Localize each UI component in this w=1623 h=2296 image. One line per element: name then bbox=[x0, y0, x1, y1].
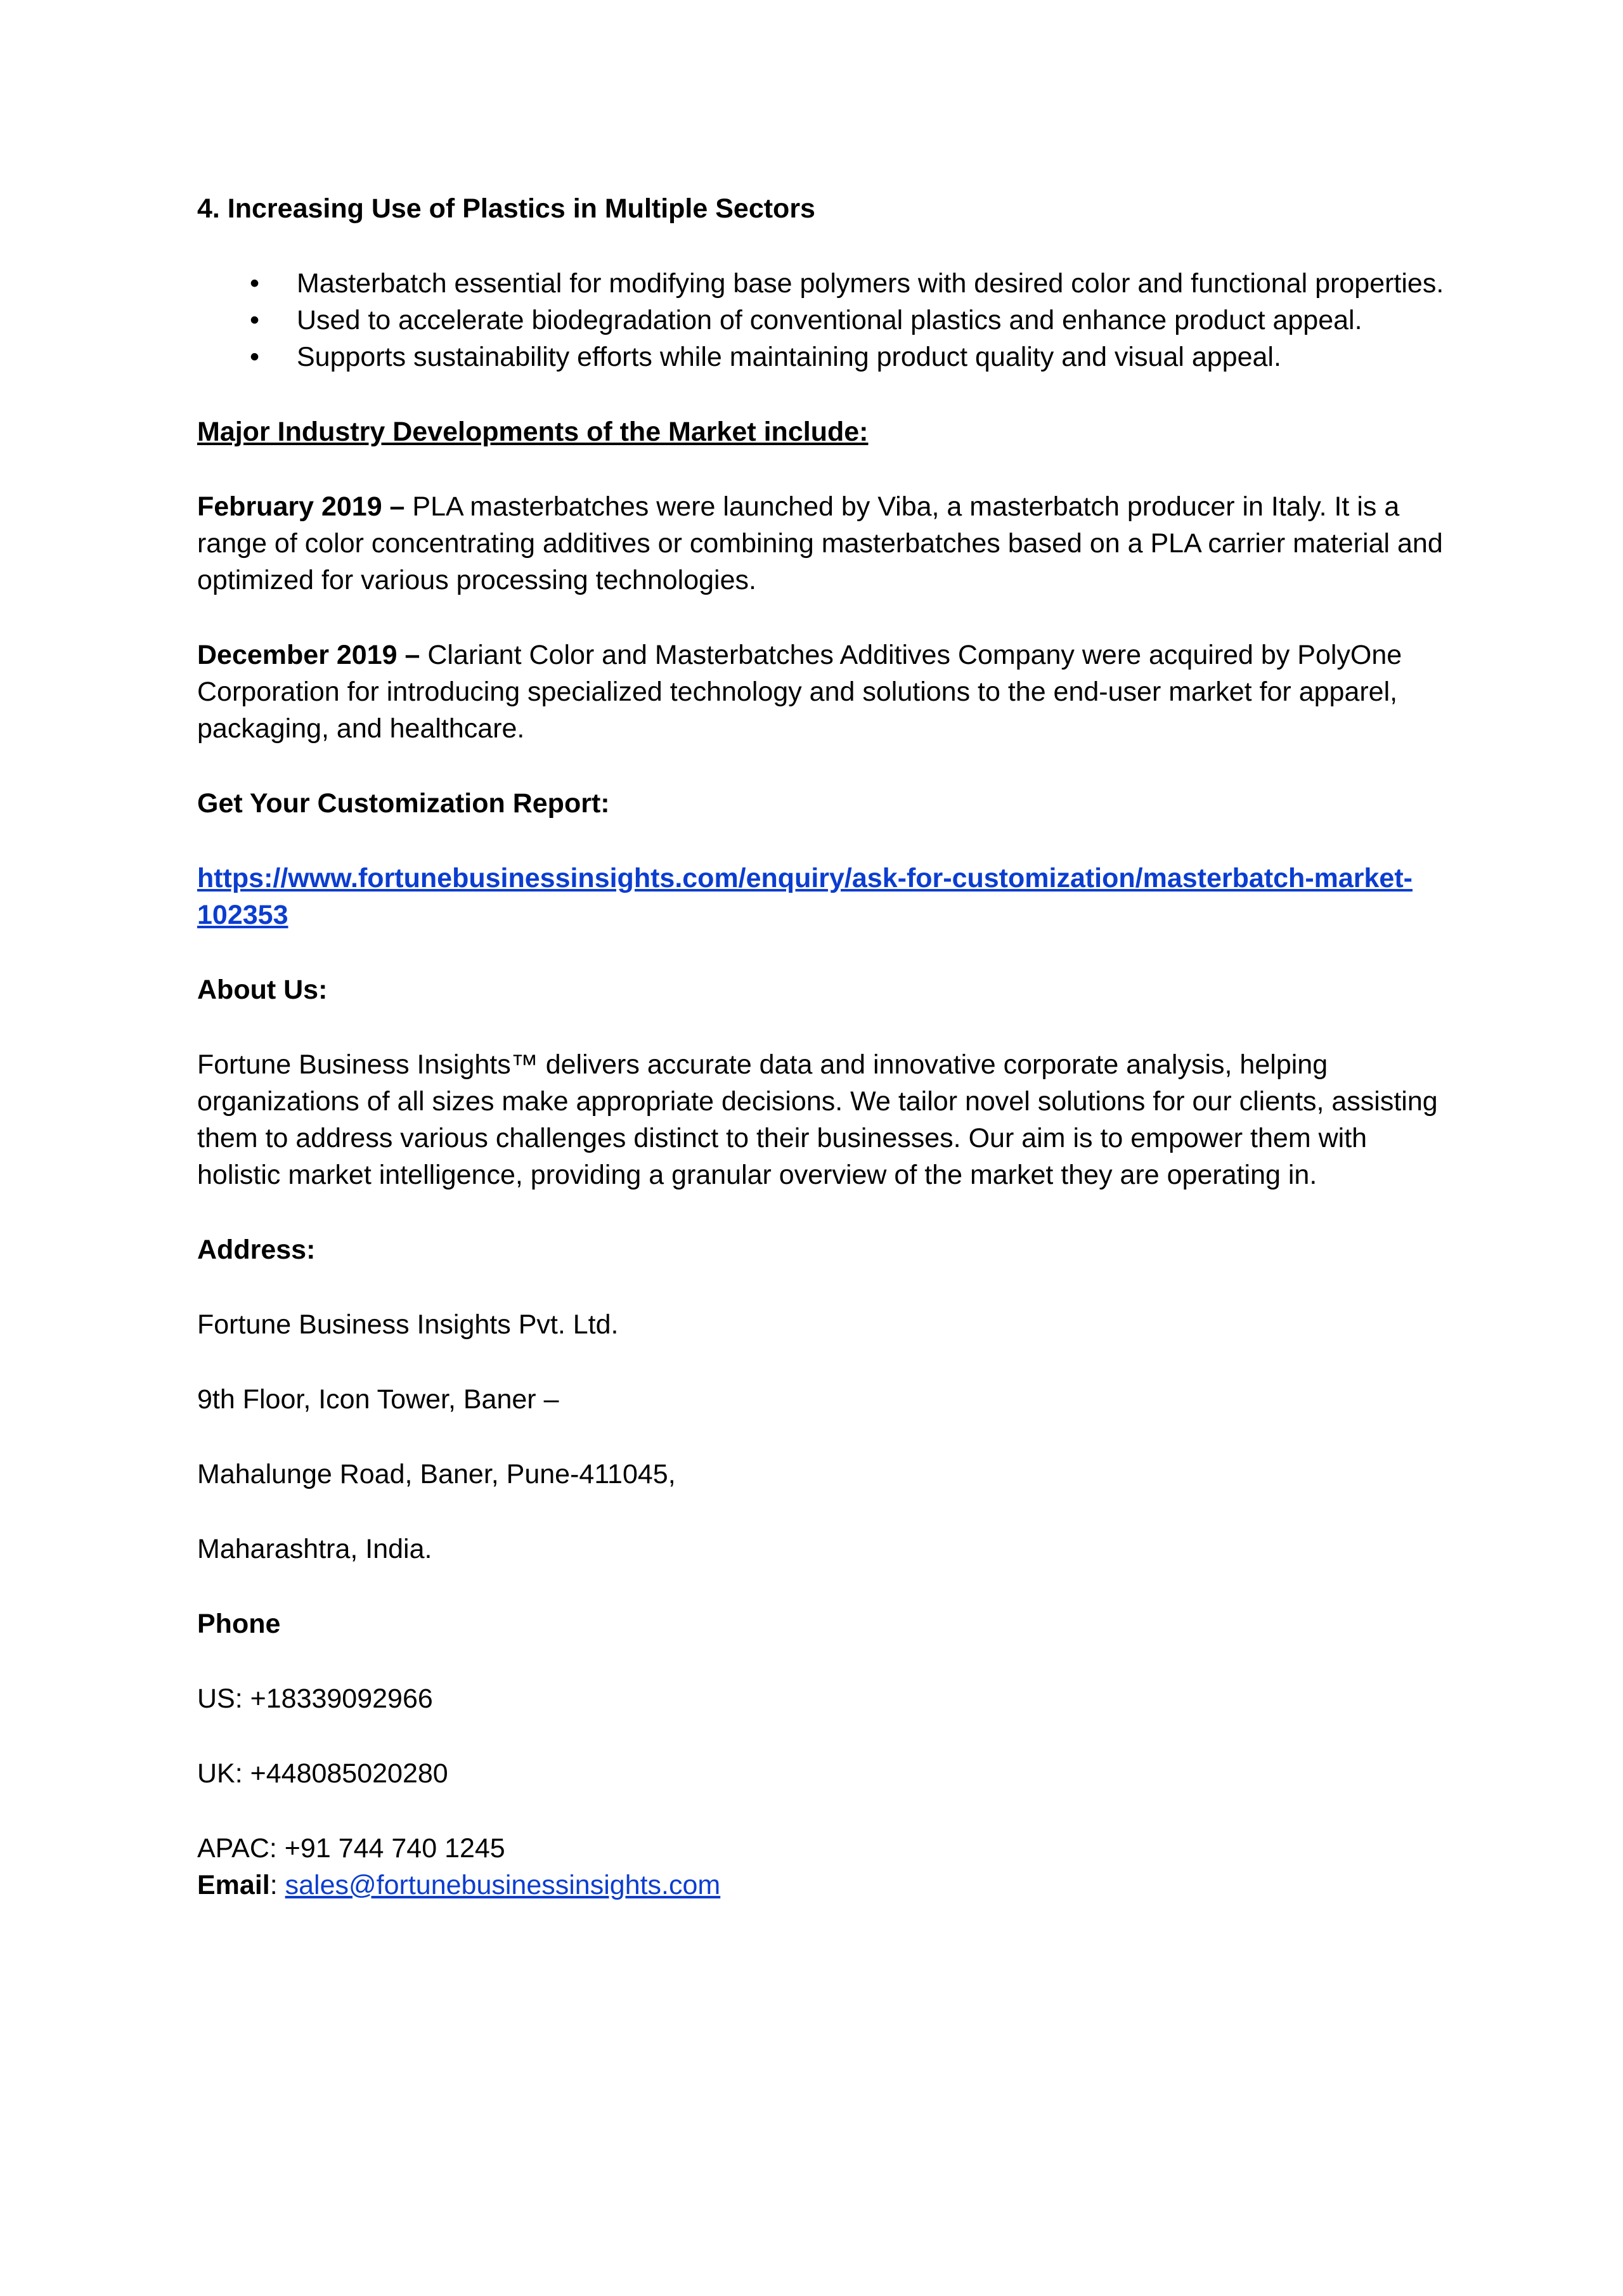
list-item bbox=[197, 339, 1452, 375]
address-line: Fortune Business Insights Pvt. Ltd. bbox=[197, 1309, 619, 1340]
document-body bbox=[197, 190, 1452, 1904]
list-item bbox=[197, 265, 1452, 302]
bullet-text: Used to accelerate biodegradation of conventional plastics and enhance product appeal. bbox=[297, 305, 1362, 335]
email-separator: : bbox=[269, 1870, 285, 1900]
email-label: Email bbox=[197, 1870, 270, 1900]
bullet-icon: • bbox=[250, 305, 260, 335]
development-date: February 2019 – bbox=[197, 491, 405, 522]
phone-heading-paragraph bbox=[197, 1605, 1452, 1642]
bullet-list bbox=[197, 265, 1452, 375]
phone-uk: UK: +448085020280 bbox=[197, 1758, 448, 1789]
development-date: December 2019 – bbox=[197, 640, 420, 670]
address-line: Mahalunge Road, Baner, Pune-411045, bbox=[197, 1459, 676, 1489]
phone-apac: APAC: +91 744 740 1245 bbox=[197, 1833, 505, 1864]
phone-us: US: +18339092966 bbox=[197, 1683, 433, 1714]
about-text: Fortune Business Insights™ delivers accurate data and innovative corporate analysis, helping organizations of all sizes make appropriate decisions. We tailor novel solutions for our clients, assisting them to address various challenges distinct to their businesses. Our aim is to empower them with holistic market intelligence, providing a granular overview of the market they are operating in. bbox=[197, 1049, 1438, 1190]
section-heading bbox=[197, 190, 1452, 227]
bullet-icon: • bbox=[250, 342, 260, 372]
list-item bbox=[197, 302, 1452, 339]
development-text: PLA masterbatches were launched by Viba, a masterbatch producer in Italy. It is a range of color concentrating additives or combining masterbatches based on a PLA carrier material and optimized for various processing technologies. bbox=[197, 491, 1443, 595]
development-item bbox=[197, 488, 1452, 599]
development-item bbox=[197, 637, 1452, 747]
bullet-text: Masterbatch essential for modifying base polymers with desired color and functional properties. bbox=[297, 268, 1444, 299]
customization-heading-paragraph bbox=[197, 785, 1452, 822]
developments-heading: Major Industry Developments of the Market include: bbox=[197, 417, 869, 447]
section-4-heading: 4. Increasing Use of Plastics in Multiple Sectors bbox=[197, 193, 815, 224]
bullet-text: Supports sustainability efforts while maintaining product quality and visual appeal. bbox=[297, 342, 1281, 372]
customization-report-link[interactable]: https://www.fortunebusinessinsights.com/enquiry/ask-for-customization/masterbatch-market-102353 bbox=[197, 863, 1413, 930]
about-heading: About Us: bbox=[197, 975, 328, 1005]
customization-link-paragraph bbox=[197, 860, 1452, 933]
address-line: Maharashtra, India. bbox=[197, 1534, 432, 1564]
email-link[interactable]: sales@fortunebusinessinsights.com bbox=[285, 1870, 721, 1900]
address-line: 9th Floor, Icon Tower, Baner – bbox=[197, 1384, 559, 1415]
bullet-icon: • bbox=[250, 268, 260, 299]
address-heading-paragraph bbox=[197, 1231, 1452, 1268]
email-line bbox=[197, 1867, 1452, 1904]
development-text: Clariant Color and Masterbatches Additives Company were acquired by PolyOne Corporation for introducing specialized technology and solutions to the end-user market for apparel, packaging, and healthcare. bbox=[197, 640, 1402, 744]
about-heading-paragraph bbox=[197, 971, 1452, 1008]
address-heading: Address: bbox=[197, 1235, 316, 1265]
customization-heading: Get Your Customization Report: bbox=[197, 788, 610, 819]
developments-heading-paragraph bbox=[197, 413, 1452, 450]
phone-heading: Phone bbox=[197, 1609, 281, 1639]
